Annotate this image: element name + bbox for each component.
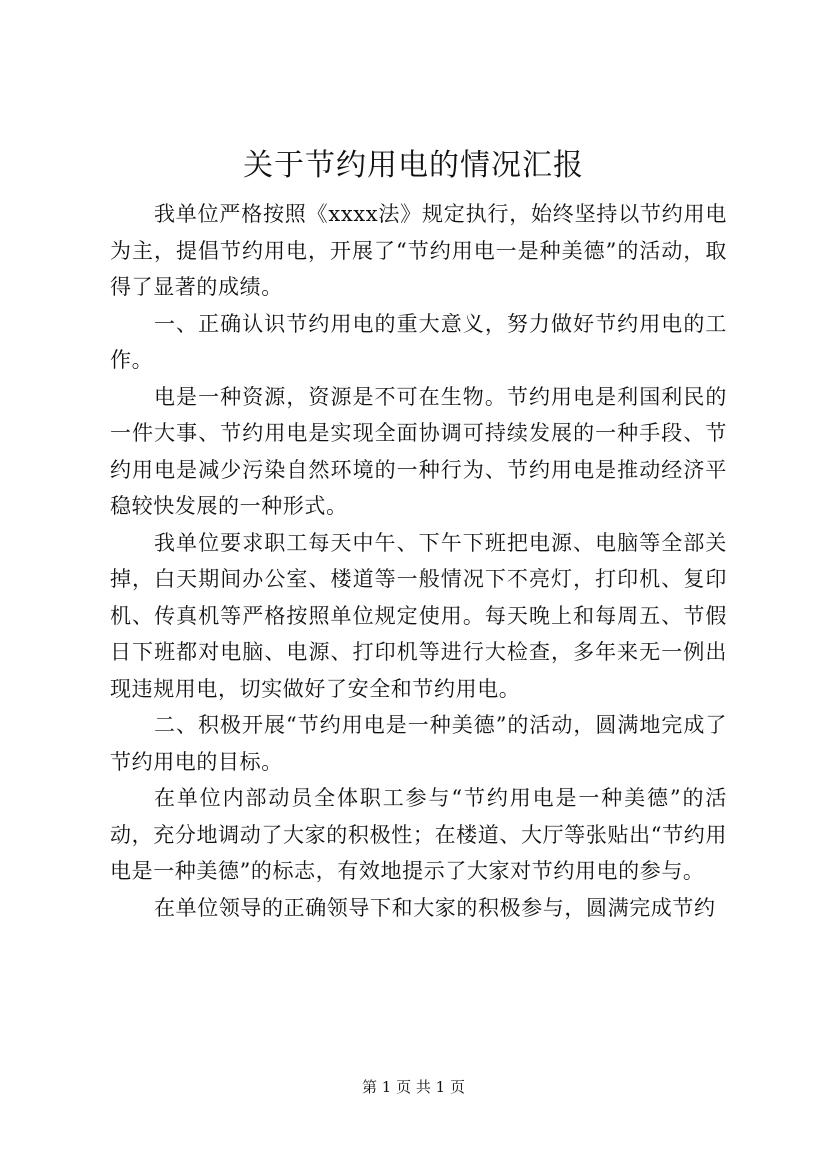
paragraph-6: 在单位内部动员全体职工参与“节约用电是一种美德”的活动，充分地调动了大家的积极性；在楼道、大厅等张贴出“节约用电是一种美德”的标志，有效地提示了大家对节约用电的参与。 (110, 786, 727, 883)
page-footer: 第 1 页 共 1 页 (362, 1078, 465, 1096)
paragraph-4: 我单位要求职工每天中午、下午下班把电源、电脑等全部关掉，白天期间办公室、楼道等一般情况下不亮灯，打印机、复印机、传真机等严格按照单位规定使用。每天晚上和每周五、节假日下班都对电脑、电源、打印机等进行大检查，多年来无一例出现违规用电，切实做好了安全和节约用电。 (110, 530, 727, 701)
document-body (110, 196, 727, 926)
document-title: 关于节约用电的情况汇报 (243, 148, 584, 183)
paragraph-7: 在单位领导的正确领导下和大家的积极参与，圆满完成节约 (154, 895, 716, 920)
paragraph-1: 我单位严格按照《xxxx法》规定执行，始终坚持以节约用电为主，提倡节约用电，开展了“节约用电一是种美德”的活动，取得了显著的成绩。 (110, 202, 727, 299)
paragraph-5: 二、积极开展“节约用电是一种美德”的活动，圆满地完成了节约用电的目标。 (110, 713, 727, 774)
paragraph-2: 一、正确认识节约用电的重大意义，努力做好节约用电的工作。 (110, 311, 727, 372)
paragraph-3: 电是一种资源，资源是不可在生物。节约用电是利国利民的一件大事、节约用电是实现全面协调可持续发展的一种手段、节约用电是减少污染自然环境的一种行为、节约用电是推动经济平稳较快发展的一种形式。 (110, 384, 727, 518)
